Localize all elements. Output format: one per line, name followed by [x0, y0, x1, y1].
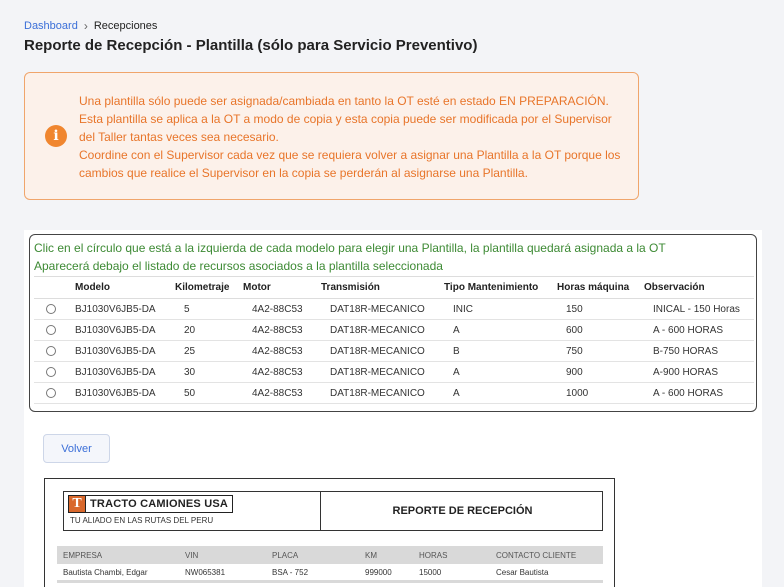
cell-transmision: DAT18R-MECANICO [330, 324, 425, 336]
alert-line: Esta plantilla se aplica a la OT a modo de copia y esta copia puede ser modificada por el Supervisor del Taller tantas veces sea necesario. [79, 112, 612, 144]
cell-transmision: DAT18R-MECANICO [330, 366, 425, 378]
report-info-row [57, 564, 603, 583]
cell-transmision: DAT18R-MECANICO [330, 345, 425, 357]
breadcrumb-dashboard-link[interactable]: Dashboard [24, 20, 78, 32]
logo-brand: TRACTO CAMIONES USA [86, 495, 233, 513]
cell-tipo: INIC [453, 303, 473, 315]
cell-kilometraje: 25 [184, 345, 196, 357]
report-info-table [57, 546, 603, 583]
report-value-vin: NW065381 [185, 567, 226, 577]
cell-motor: 4A2-88C53 [252, 324, 303, 336]
cell-modelo: BJ1030V6JB5-DA [75, 387, 156, 399]
company-logo [68, 495, 233, 513]
table-row [34, 341, 754, 362]
report-header-placa: PLACA [272, 550, 299, 560]
cell-horas: 600 [566, 324, 583, 336]
back-button[interactable]: Volver [43, 434, 110, 463]
report-header-contacto: CONTACTO CLIENTE [496, 550, 577, 560]
cell-observacion: INICAL - 150 Horas [653, 303, 740, 315]
col-header-transmision: Transmisión [321, 282, 380, 293]
col-header-tipo-mantenimiento: Tipo Mantenimiento [444, 282, 539, 293]
report-value-horas: 15000 [419, 567, 442, 577]
cell-kilometraje: 50 [184, 387, 196, 399]
cell-motor: 4A2-88C53 [252, 345, 303, 357]
cell-motor: 4A2-88C53 [252, 303, 303, 315]
report-title: REPORTE DE RECEPCIÓN [392, 505, 533, 517]
info-alert [24, 72, 639, 200]
report-header-empresa: EMPRESA [63, 550, 103, 560]
template-radio[interactable] [46, 388, 56, 398]
template-table-box [29, 234, 757, 412]
report-value-km: 999000 [365, 567, 392, 577]
instruction-line: Clic en el círculo que está a la izquierda de cada modelo para elegir una Plantilla, la plantilla quedará asignada a la OT [34, 241, 666, 255]
report-value-placa: BSA - 752 [272, 567, 309, 577]
cell-horas: 1000 [566, 387, 589, 399]
cell-transmision: DAT18R-MECANICO [330, 303, 425, 315]
cell-kilometraje: 5 [184, 303, 190, 315]
report-value-empresa: Bautista Chambi, Edgar [63, 567, 148, 577]
cell-tipo: A [453, 366, 460, 378]
template-table [34, 276, 754, 404]
template-radio[interactable] [46, 346, 56, 356]
alert-line: Una plantilla sólo puede ser asignada/cambiada en tanto la OT esté en estado EN PREPARACIÓN. [79, 94, 609, 108]
report-value-contacto: Cesar Bautista [496, 567, 549, 577]
cell-motor: 4A2-88C53 [252, 387, 303, 399]
report-header-vin: VIN [185, 550, 199, 560]
page-title: Reporte de Recepción - Plantilla (sólo para Servicio Preventivo) [24, 37, 478, 54]
table-row [34, 299, 754, 320]
cell-modelo: BJ1030V6JB5-DA [75, 366, 156, 378]
col-header-observacion: Observación [644, 282, 705, 293]
info-icon: i [45, 125, 67, 147]
report-preview [44, 478, 615, 587]
cell-observacion: A - 600 HORAS [653, 387, 724, 399]
cell-horas: 750 [566, 345, 583, 357]
cell-horas: 900 [566, 366, 583, 378]
cell-tipo: A [453, 387, 460, 399]
cell-kilometraje: 20 [184, 324, 196, 336]
cell-kilometraje: 30 [184, 366, 196, 378]
breadcrumb-current: Recepciones [93, 20, 158, 32]
table-header [34, 276, 754, 299]
report-header-horas: HORAS [419, 550, 448, 560]
alert-text [79, 92, 629, 182]
report-header [63, 491, 603, 531]
cell-observacion: B-750 HORAS [653, 345, 719, 357]
report-header-km: KM [365, 550, 377, 560]
instruction-line: Aparecerá debajo el listado de recursos asociados a la plantilla seleccionada [34, 259, 443, 273]
col-header-horas-maquina: Horas máquina [557, 282, 630, 293]
cell-transmision: DAT18R-MECANICO [330, 387, 425, 399]
cell-modelo: BJ1030V6JB5-DA [75, 324, 156, 336]
cell-observacion: A - 600 HORAS [653, 324, 724, 336]
cell-observacion: A-900 HORAS [653, 366, 719, 378]
instructions [34, 239, 666, 275]
col-header-motor: Motor [243, 282, 271, 293]
cell-tipo: A [453, 324, 460, 336]
table-row [34, 320, 754, 341]
chevron-right-icon: › [83, 19, 88, 33]
alert-line: Coordine con el Supervisor cada vez que se requiera volver a asignar una Plantilla a la OT porque los cambios que realice el Supervisor en la copia se perderán al asignarse una Plantilla. [79, 148, 621, 180]
report-info-header [57, 546, 603, 564]
col-header-kilometraje: Kilometraje [175, 282, 230, 293]
breadcrumb [24, 19, 157, 33]
cell-modelo: BJ1030V6JB5-DA [75, 345, 156, 357]
col-header-modelo: Modelo [75, 282, 110, 293]
template-radio[interactable] [46, 367, 56, 377]
template-radio[interactable] [46, 325, 56, 335]
logo-letter: T [68, 495, 86, 513]
cell-motor: 4A2-88C53 [252, 366, 303, 378]
table-row [34, 383, 754, 404]
cell-tipo: B [453, 345, 460, 357]
logo-tagline: TU ALIADO EN LAS RUTAS DEL PERU [70, 516, 214, 525]
cell-horas: 150 [566, 303, 583, 315]
table-row [34, 362, 754, 383]
cell-modelo: BJ1030V6JB5-DA [75, 303, 156, 315]
template-radio[interactable] [46, 304, 56, 314]
